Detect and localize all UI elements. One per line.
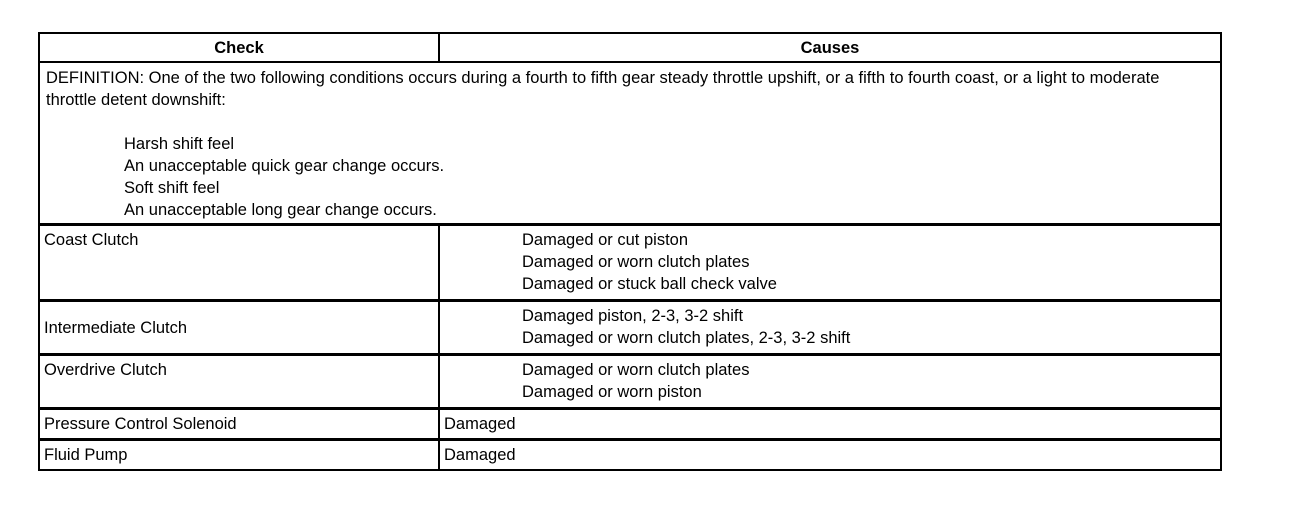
definition-list <box>46 133 1214 221</box>
definition-item: Soft shift feel <box>124 179 220 197</box>
header-causes: Causes <box>439 33 1221 62</box>
cause-list <box>440 356 1220 403</box>
causes-cell <box>439 355 1221 409</box>
cause-item: Damaged or cut piston <box>522 231 689 249</box>
cause-item: Damaged piston, 2-3, 3-2 shift <box>522 307 744 325</box>
cause-item: Damaged or worn clutch plates <box>522 361 750 379</box>
table-row <box>39 409 1221 440</box>
check-cell: Intermediate Clutch <box>39 301 439 355</box>
table-row <box>39 301 1221 355</box>
header-check: Check <box>39 33 439 62</box>
check-cell: Fluid Pump <box>39 440 439 471</box>
check-cell: Overdrive Clutch <box>39 355 439 409</box>
cause-list <box>440 226 1220 295</box>
table-row <box>39 355 1221 409</box>
table-row <box>39 440 1221 471</box>
cause-item: Damaged or worn clutch plates, 2-3, 3-2 shift <box>522 329 851 347</box>
check-cell: Pressure Control Solenoid <box>39 409 439 440</box>
diagnostic-table <box>38 32 1222 471</box>
definition-text: DEFINITION: One of the two following conditions occurs during a fourth to fifth gear steady throttle upshift, or a fifth to fourth coast, or a light to moderate throttle detent downshift: <box>46 69 1160 109</box>
table-row <box>39 225 1221 301</box>
cause-item: Damaged or worn clutch plates <box>522 253 750 271</box>
causes-cell: Damaged <box>439 409 1221 440</box>
cause-item: Damaged or worn piston <box>522 383 702 401</box>
definition-item: An unacceptable quick gear change occurs. <box>124 157 445 175</box>
definition-row <box>39 62 1221 225</box>
causes-cell <box>439 301 1221 355</box>
cause-list <box>440 302 1220 349</box>
definition-item: An unacceptable long gear change occurs. <box>124 201 437 219</box>
causes-cell: Damaged <box>439 440 1221 471</box>
definition-item: Harsh shift feel <box>124 135 235 153</box>
causes-cell <box>439 225 1221 301</box>
definition-cell <box>39 62 1221 225</box>
check-cell: Coast Clutch <box>39 225 439 301</box>
header-row <box>39 33 1221 62</box>
cause-item: Damaged or stuck ball check valve <box>522 275 777 293</box>
